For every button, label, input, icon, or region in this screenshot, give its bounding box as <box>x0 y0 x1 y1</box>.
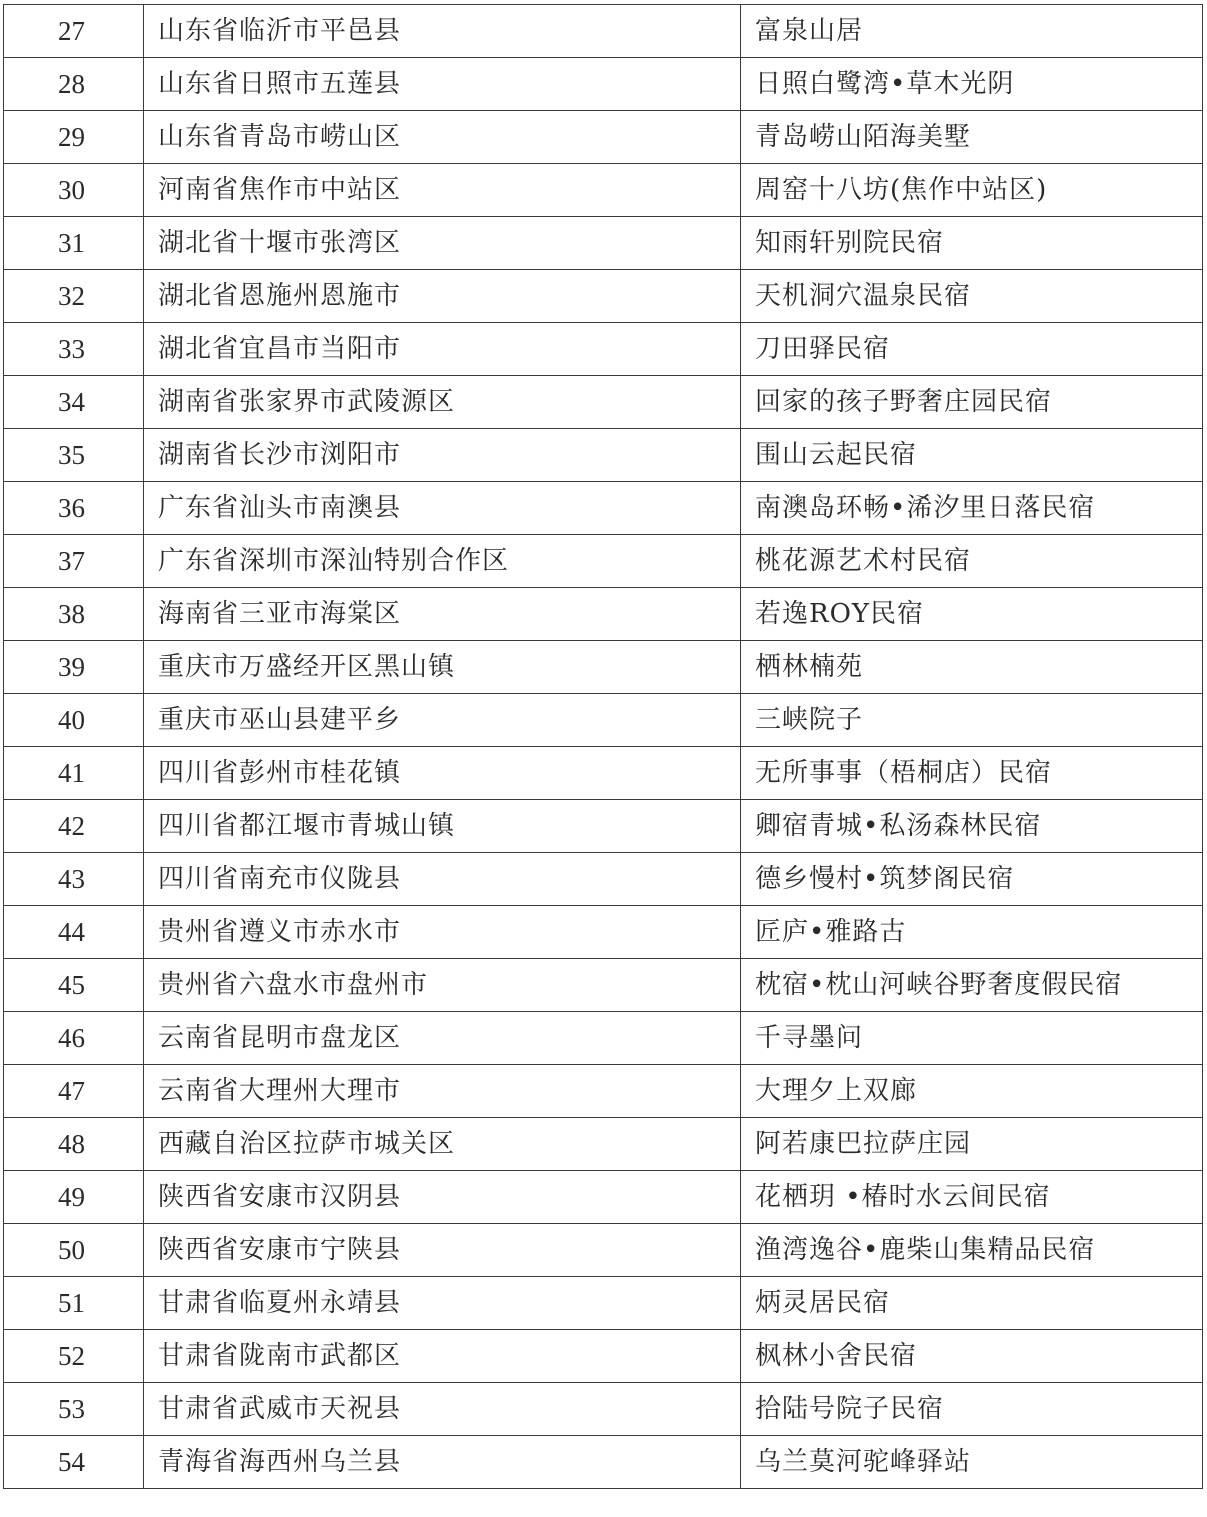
table-body <box>4 5 1203 1489</box>
row-region: 贵州省六盘水市盘州市 <box>144 959 741 1012</box>
table-row <box>4 217 1203 270</box>
row-homestay-name: 天机洞穴温泉民宿 <box>741 270 1203 323</box>
row-region: 云南省昆明市盘龙区 <box>144 1012 741 1065</box>
table-row <box>4 429 1203 482</box>
table-row <box>4 535 1203 588</box>
row-homestay-name: 德乡慢村•筑梦阁民宿 <box>741 853 1203 906</box>
table-row <box>4 853 1203 906</box>
row-number: 54 <box>4 1436 144 1489</box>
row-homestay-name: 若逸ROY民宿 <box>741 588 1203 641</box>
table-row <box>4 1171 1203 1224</box>
table-row <box>4 1065 1203 1118</box>
row-region: 云南省大理州大理市 <box>144 1065 741 1118</box>
row-homestay-name: 桃花源艺术村民宿 <box>741 535 1203 588</box>
row-homestay-name: 匠庐•雅路古 <box>741 906 1203 959</box>
row-homestay-name: 日照白鹭湾•草木光阴 <box>741 58 1203 111</box>
row-region: 重庆市万盛经开区黑山镇 <box>144 641 741 694</box>
table-row <box>4 1012 1203 1065</box>
row-number: 36 <box>4 482 144 535</box>
row-region: 海南省三亚市海棠区 <box>144 588 741 641</box>
row-homestay-name: 南澳岛环畅•浠汐里日落民宿 <box>741 482 1203 535</box>
row-region: 四川省都江堰市青城山镇 <box>144 800 741 853</box>
row-homestay-name: 乌兰莫河驼峰驿站 <box>741 1436 1203 1489</box>
table-row <box>4 1383 1203 1436</box>
table-row <box>4 164 1203 217</box>
table-row <box>4 800 1203 853</box>
homestay-list-table <box>3 4 1203 1489</box>
table-row <box>4 270 1203 323</box>
row-number: 28 <box>4 58 144 111</box>
row-homestay-name: 无所事事（梧桐店）民宿 <box>741 747 1203 800</box>
row-number: 45 <box>4 959 144 1012</box>
table-row <box>4 111 1203 164</box>
row-number: 52 <box>4 1330 144 1383</box>
row-region: 陕西省安康市宁陕县 <box>144 1224 741 1277</box>
row-region: 湖南省张家界市武陵源区 <box>144 376 741 429</box>
table-row <box>4 5 1203 58</box>
row-region: 甘肃省武威市天祝县 <box>144 1383 741 1436</box>
row-number: 46 <box>4 1012 144 1065</box>
row-number: 43 <box>4 853 144 906</box>
row-number: 41 <box>4 747 144 800</box>
row-homestay-name: 青岛崂山陌海美墅 <box>741 111 1203 164</box>
row-number: 34 <box>4 376 144 429</box>
row-region: 重庆市巫山县建平乡 <box>144 694 741 747</box>
row-homestay-name: 枕宿•枕山河峡谷野奢度假民宿 <box>741 959 1203 1012</box>
row-number: 47 <box>4 1065 144 1118</box>
row-homestay-name: 刀田驿民宿 <box>741 323 1203 376</box>
table-row <box>4 747 1203 800</box>
row-number: 29 <box>4 111 144 164</box>
row-number: 27 <box>4 5 144 58</box>
row-region: 山东省日照市五莲县 <box>144 58 741 111</box>
row-number: 40 <box>4 694 144 747</box>
row-region: 广东省深圳市深汕特别合作区 <box>144 535 741 588</box>
row-homestay-name: 周窑十八坊(焦作中站区) <box>741 164 1203 217</box>
row-region: 湖北省宜昌市当阳市 <box>144 323 741 376</box>
row-number: 31 <box>4 217 144 270</box>
table-row <box>4 58 1203 111</box>
table-row <box>4 959 1203 1012</box>
row-number: 38 <box>4 588 144 641</box>
row-homestay-name: 大理夕上双廊 <box>741 1065 1203 1118</box>
row-number: 44 <box>4 906 144 959</box>
row-number: 48 <box>4 1118 144 1171</box>
row-number: 42 <box>4 800 144 853</box>
row-region: 山东省青岛市崂山区 <box>144 111 741 164</box>
row-number: 50 <box>4 1224 144 1277</box>
row-number: 51 <box>4 1277 144 1330</box>
row-homestay-name: 知雨轩别院民宿 <box>741 217 1203 270</box>
table-row <box>4 694 1203 747</box>
row-homestay-name: 枫林小舍民宿 <box>741 1330 1203 1383</box>
row-number: 32 <box>4 270 144 323</box>
row-number: 37 <box>4 535 144 588</box>
table-row <box>4 1118 1203 1171</box>
row-region: 甘肃省临夏州永靖县 <box>144 1277 741 1330</box>
table-row <box>4 641 1203 694</box>
row-homestay-name: 花栖玥 •椿时水云间民宿 <box>741 1171 1203 1224</box>
row-homestay-name: 围山云起民宿 <box>741 429 1203 482</box>
table-row <box>4 323 1203 376</box>
row-number: 35 <box>4 429 144 482</box>
row-homestay-name: 三峡院子 <box>741 694 1203 747</box>
row-region: 甘肃省陇南市武都区 <box>144 1330 741 1383</box>
row-homestay-name: 千寻墨问 <box>741 1012 1203 1065</box>
row-number: 49 <box>4 1171 144 1224</box>
row-number: 33 <box>4 323 144 376</box>
row-number: 30 <box>4 164 144 217</box>
row-homestay-name: 拾陆号院子民宿 <box>741 1383 1203 1436</box>
row-region: 贵州省遵义市赤水市 <box>144 906 741 959</box>
row-region: 陕西省安康市汉阴县 <box>144 1171 741 1224</box>
table-row <box>4 1224 1203 1277</box>
row-region: 河南省焦作市中站区 <box>144 164 741 217</box>
table-row <box>4 588 1203 641</box>
table-row <box>4 1436 1203 1489</box>
row-homestay-name: 卿宿青城•私汤森林民宿 <box>741 800 1203 853</box>
row-region: 青海省海西州乌兰县 <box>144 1436 741 1489</box>
row-region: 西藏自治区拉萨市城关区 <box>144 1118 741 1171</box>
row-region: 四川省南充市仪陇县 <box>144 853 741 906</box>
row-number: 39 <box>4 641 144 694</box>
row-region: 湖北省十堰市张湾区 <box>144 217 741 270</box>
row-homestay-name: 栖林楠苑 <box>741 641 1203 694</box>
table-row <box>4 1330 1203 1383</box>
row-region: 湖北省恩施州恩施市 <box>144 270 741 323</box>
table-row <box>4 906 1203 959</box>
row-homestay-name: 渔湾逸谷•鹿柴山集精品民宿 <box>741 1224 1203 1277</box>
table-row <box>4 482 1203 535</box>
row-region: 湖南省长沙市浏阳市 <box>144 429 741 482</box>
table-row <box>4 376 1203 429</box>
row-homestay-name: 富泉山居 <box>741 5 1203 58</box>
row-homestay-name: 阿若康巴拉萨庄园 <box>741 1118 1203 1171</box>
table-row <box>4 1277 1203 1330</box>
row-homestay-name: 回家的孩子野奢庄园民宿 <box>741 376 1203 429</box>
row-region: 山东省临沂市平邑县 <box>144 5 741 58</box>
row-region: 四川省彭州市桂花镇 <box>144 747 741 800</box>
row-homestay-name: 炳灵居民宿 <box>741 1277 1203 1330</box>
row-region: 广东省汕头市南澳县 <box>144 482 741 535</box>
row-number: 53 <box>4 1383 144 1436</box>
